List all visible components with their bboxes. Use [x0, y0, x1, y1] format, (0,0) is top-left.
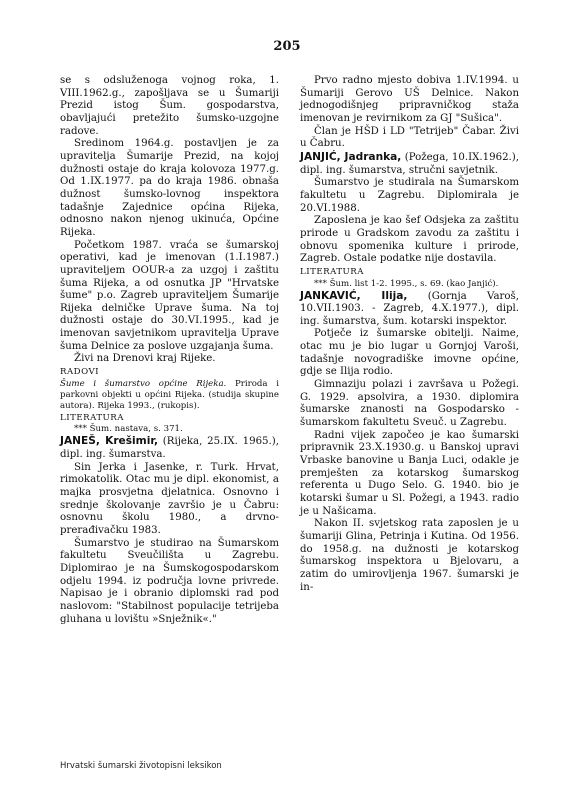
page-number: 205	[273, 39, 301, 54]
entry-name: JANJIĆ, Jadranka,	[300, 150, 402, 163]
paragraph: Radni vijek započeo je kao šumarski pripravnik 23.X.1930.g. u Banskoj upravi Vrbaske banovine u Banja Luci, odakle je premješten za kotarskog šumarskog referenta u Dugo Selo. G. 1940. bio je kotarski šumar u Sl. Požegi, a 1943. radio je u Našicama.	[300, 429, 519, 517]
radovi-rest: Priroda i parkovni objekti u općini Rijeka. (studija skupine autora). Rijeka 1993., (rukopis).	[60, 378, 279, 411]
entry-name: JANEŠ, Krešimir,	[60, 435, 159, 448]
paragraph: Sredinom 1964.g. postavljen je za upravitelja Šumarije Prezid, na kojoj dužnosti ostaje do kraja kolovoza 1977.g. Od 1.IX.1977. pa do kraja 1986. obnaša dužnost šumsko-lovnog inspektora tadašnje Zajednice općina Rijeka, odnosno nakon njenog ukinuća, Općine Rijeka.	[60, 138, 279, 238]
entry-heading	[300, 290, 519, 329]
paragraph: Član je HŠD i LD "Tetrijeb" Čabar. Živi u Čabru.	[300, 125, 519, 150]
radovi-text	[60, 379, 279, 412]
literatura-heading: LITERATURA	[60, 412, 124, 423]
paragraph: Šumarstvo je studirala na Šumarskom fakultetu u Zagrebu. Diplomirala je 20.VI.1988.	[300, 177, 519, 214]
paragraph: Prvo radno mjesto dobiva 1.IV.1994. u Šumariji Gerovo UŠ Delnice. Nakon jednogodišnjeg pripravničkog staža imenovan je revirnikom za GJ "Sušica".	[300, 75, 519, 124]
paragraph: Potječe iz šumarske obitelji. Naime, otac mu je bio lugar u Gornjoj Varoši, tadašnje novogradiške imovne općine, gdje se Ilija rodio.	[300, 328, 519, 378]
paragraph: Živi na Drenovi kraj Rijeke.	[74, 353, 216, 365]
entry-heading	[60, 435, 279, 461]
paragraph: se s odsluženoga vojnog roka, 1. VIII.1962.g., zapošljava se u Šumariji Prezid istog Šum. gospodarstva, obavljajući pretežito šumsko-uzgojne radove.	[60, 75, 279, 137]
radovi-heading: RADOVI	[60, 367, 100, 378]
right-column	[300, 75, 519, 594]
entry-details: (Požega, 10.IX.1962.), dipl. ing. šumarstva, stručni savjetnik.	[300, 151, 519, 176]
entry-name: JANKAVIĆ, Ilija,	[300, 289, 408, 302]
literatura-text: *** Šum. nastava, s. 371.	[74, 424, 183, 435]
paragraph: Početkom 1987. vraća se šumarskoj operativi, kad je imenovan (1.I.1987.) upraviteljem OOUR-a za uzgoj i zaštitu šuma Rijeka, a od osnutka JP "Hrvatske šume" p.o. Zagreb upraviteljem Šumarije Rijeka delničke Uprave šuma. Na toj dužnosti ostaje do 30.VI.1995., kad je imenovan savjetnikom upravitelja Uprave šuma Delnice za poslove uzgajanja šuma.	[60, 239, 279, 352]
paragraph: Zaposlena je kao šef Odsjeka za zaštitu prirode u Gradskom zavodu za zaštitu i obnovu spomenika kulture i prirode, Zagreb. Ostale podatke nije dostavila.	[300, 215, 519, 265]
entry-heading	[300, 151, 519, 177]
radovi-title: Šume i šumarstvo općine Rijeka.	[60, 378, 227, 389]
entry-details: (Rijeka, 25.IX. 1965.), dipl. ing. šumarstva.	[60, 436, 279, 461]
entry-details: (Gornja Varoš, 10.VII.1903. - Zagreb, 4.X.1977.), dipl. ing. šumarstva, šum. kotarski inspektor.	[300, 290, 519, 327]
paragraph: Sin Jerka i Jasenke, r. Turk. Hrvat, rimokatolik. Otac mu je dipl. ekonomist, a majka prosvjetna djelatnica. Osnovno i srednje školovanje završio je u Čabru: osnovnu školu 1980., a drvno-prerađivačku 1983.	[60, 461, 279, 536]
footer: Hrvatski šumarski životopisni leksikon	[60, 761, 222, 771]
literatura-heading: LITERATURA	[300, 266, 364, 277]
left-column	[60, 75, 279, 626]
literatura-text: *** Šum. list 1-2. 1995., s. 69. (kao Janjić).	[314, 278, 499, 289]
paragraph: Nakon II. svjetskog rata zaposlen je u šumariji Glina, Petrinja i Kutina. Od 1956. do 1958.g. na dužnosti je kotarskog šumarskog inspektora u Bjelovaru, a zatim do umirovljenja 1967. šumarski je in-	[300, 518, 519, 593]
paragraph: Gimnaziju polazi i završava u Požegi. G. 1929. apsolvira, a 1930. diplomira šumarske znanosti na Gospodarsko - šumarskom fakultetu Sveuč. u Zagrebu.	[300, 379, 519, 429]
paragraph: Šumarstvo je studirao na Šumarskom fakultetu Sveučilišta u Zagrebu. Diplomirao je na Šumskogospodarskom odjelu 1994. iz područja lovne privrede. Napisao je i obranio diplomski rad pod naslovom: "Stabilnost populacije tetrijeba gluhana u lovištu »Snježnik«."	[60, 537, 279, 625]
